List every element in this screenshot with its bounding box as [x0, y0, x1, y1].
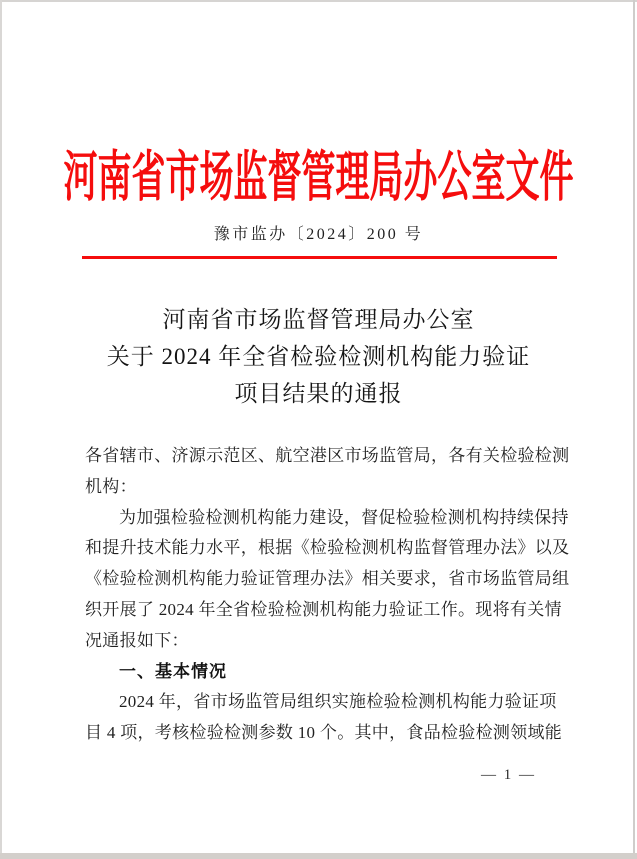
- red-divider-rule: [82, 256, 557, 259]
- document-body: [85, 441, 570, 749]
- section-heading: 一、基本情况: [119, 661, 227, 681]
- paragraph-line: 织开展了 2024 年全省检验检测机构能力验证工作。现将有关情: [85, 599, 562, 619]
- document-title: [0, 301, 637, 412]
- document-title-line-3: 项目结果的通报: [234, 381, 403, 406]
- salutation-line: 各省辖市、济源示范区、航空港区市场监管局，各有关检验检测: [85, 446, 570, 465]
- document-title-line-2: 关于 2024 年全省检验检测机构能力验证: [106, 344, 531, 369]
- page-edge-left: [0, 0, 2, 859]
- document-reference-number: 豫市监办〔2024〕200 号: [213, 226, 424, 243]
- page-number: — 1 —: [481, 767, 536, 783]
- paragraph-line: 2024 年，省市场监管局组织实施检验检测机构能力验证项: [119, 692, 557, 712]
- paragraph-line: 况通报如下：: [85, 630, 189, 650]
- letterhead-title: 河南省市场监督管理局办公室文件: [63, 149, 574, 209]
- salutation-line: 机构：: [85, 476, 137, 496]
- paragraph-line: 《检验检测机构能力验证管理办法》相关要求，省市场监管局组: [85, 569, 570, 589]
- paragraph-line: 为加强检验检测机构能力建设，督促检验检测机构持续保持: [119, 507, 569, 527]
- paragraph-line: 和提升技术能力水平，根据《检验检测机构监督管理办法》以及: [85, 538, 570, 558]
- document-title-line-1: 河南省市场监督管理局办公室: [162, 307, 475, 332]
- page-edge-bottom: [0, 853, 637, 859]
- page-edge-right: [633, 0, 635, 859]
- paragraph-line: 目 4 项，考核检验检测参数 10 个。其中，食品检验检测领域能: [85, 723, 563, 743]
- page-edge-top: [0, 0, 637, 2]
